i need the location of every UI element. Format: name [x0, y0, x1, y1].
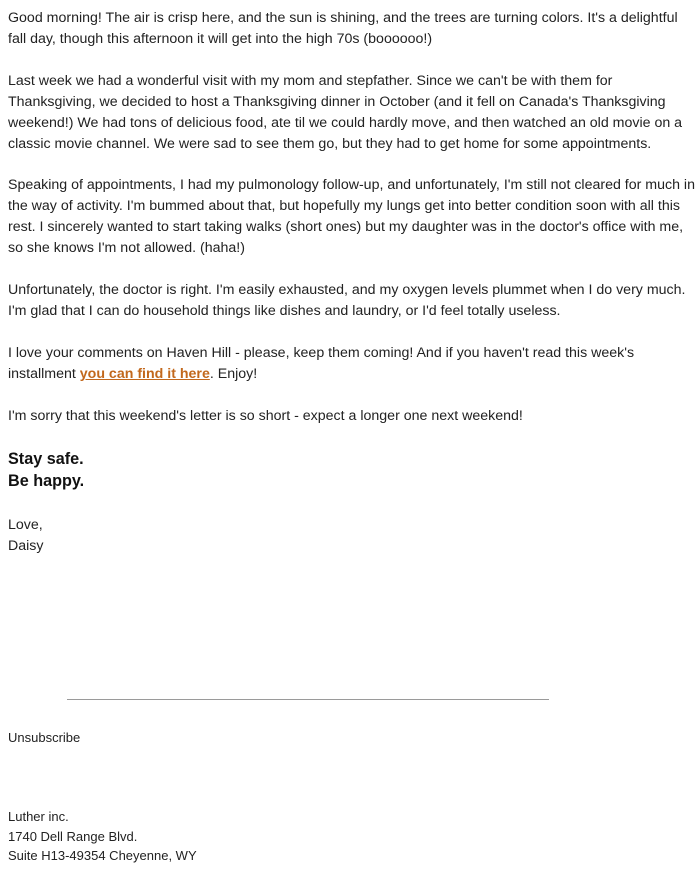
unsubscribe-link[interactable]: Unsubscribe	[8, 730, 81, 745]
footer-divider	[67, 699, 549, 700]
address-line-1: 1740 Dell Range Blvd.	[8, 828, 138, 844]
paragraph-visit: Last week we had a wonderful visit with my mom and stepfather. Since we can't be with them for Thanksgiving, we decided to host a Thanksgiving dinner in October (and it fell on Canada's Thanksgiving weekend!) We had tons of delicious food, ate til we could hardly move, and then watched an old movie on a classic movie channel. We were sad to see them go, but they had to get home for some appointments.	[8, 72, 683, 152]
signoff	[8, 448, 696, 493]
closing: Love,	[8, 516, 43, 533]
paragraph-apology: I'm sorry that this weekend's letter is so short - expect a longer one next weekend!	[8, 407, 523, 424]
signoff-line-2: Be happy.	[8, 472, 85, 491]
signoff-line-1: Stay safe.	[8, 449, 84, 468]
letter-body	[8, 8, 696, 557]
closing-block	[8, 515, 696, 557]
paragraph-appointments: Speaking of appointments, I had my pulmonology follow-up, and unfortunately, I'm still not cleared for much in the way of activity. I'm bummed about that, but hopefully my lungs get into better condition soon with all this rest. I sincerely wanted to start taking walks (short ones) but my daughter was in the doctor's office with me, so she knows I'm not allowed. (haha!)	[8, 177, 695, 257]
paragraph-haven-hill	[8, 343, 696, 385]
company-name: Luther inc.	[8, 809, 69, 824]
address-line-2: Suite H13-49354 Cheyenne, WY	[8, 848, 197, 863]
installment-link[interactable]: you can find it here	[79, 365, 210, 382]
footer-address	[8, 807, 197, 866]
paragraph-doctor: Unfortunately, the doctor is right. I'm easily exhausted, and my oxygen levels plummet when I do very much. I'm glad that I can do household things like dishes and laundry, or I'd feel totally useless.	[8, 282, 686, 319]
paragraph-haven-hill-text: I love your comments on Haven Hill - please, keep them coming! And if you haven't read this week's installment	[8, 344, 635, 382]
signature: Daisy	[8, 537, 44, 554]
paragraph-greeting: Good morning! The air is crisp here, and the sun is shining, and the trees are turning colors. It's a delightful fall day, though this afternoon it will get into the high 70s (boooooo!)	[8, 10, 678, 47]
paragraph-haven-hill-end: . Enjoy!	[209, 365, 258, 382]
